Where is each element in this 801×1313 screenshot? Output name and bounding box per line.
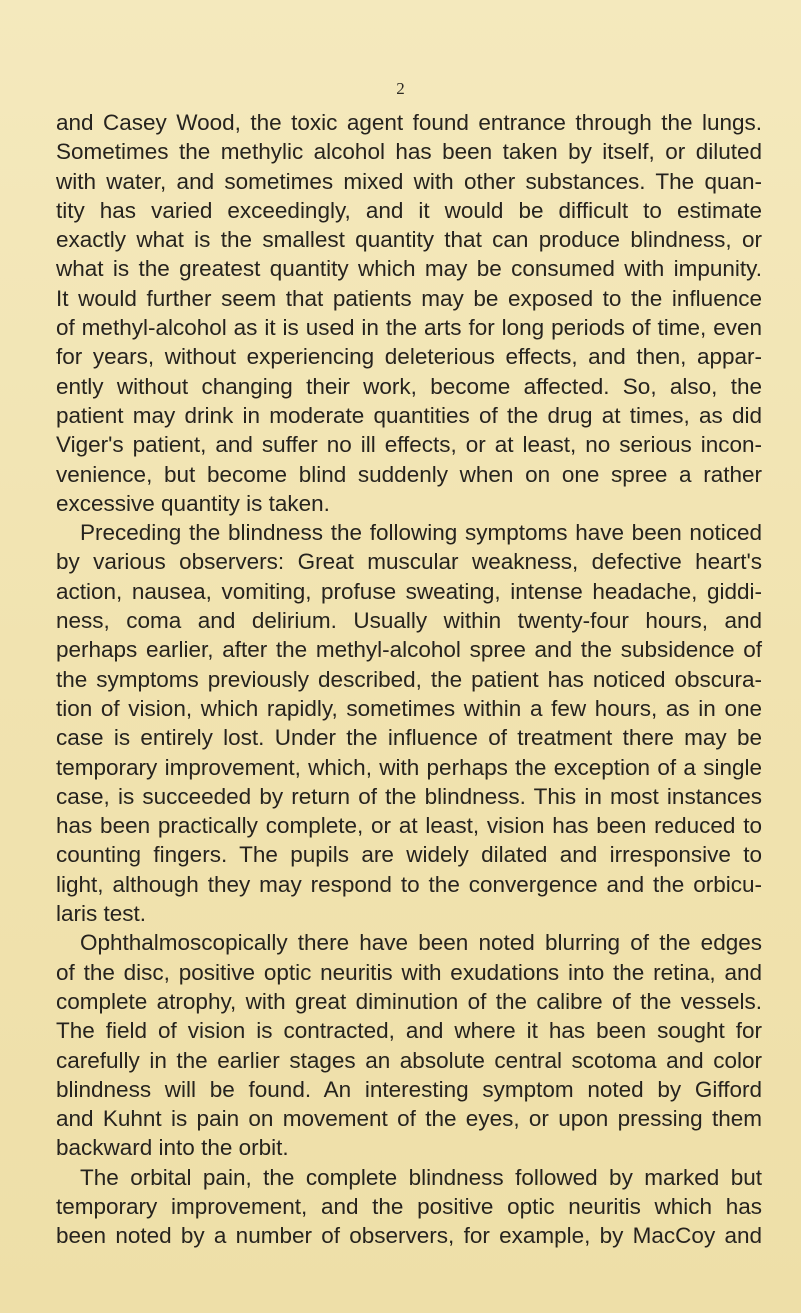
text-line: temporary improvement, and the positive optic neuritis which has xyxy=(56,1193,762,1219)
text-line: tity has varied exceedingly, and it would be difficult to estimate xyxy=(56,197,762,223)
text-line: been noted by a number of observers, for example, by MacCoy and xyxy=(56,1223,762,1249)
text-line: case, is succeeded by return of the blindness. This in most instances xyxy=(56,783,762,809)
text-line: The field of vision is contracted, and where it has been sought for xyxy=(56,1018,762,1044)
text-line: venience, but become blind suddenly when on one spree a rather xyxy=(56,461,762,487)
text-line: laris test. xyxy=(56,901,147,927)
text-line: by various observers: Great muscular weakness, defective heart's xyxy=(56,549,762,575)
text-line: and Kuhnt is pain on movement of the eyes, or upon pressing them xyxy=(56,1106,762,1132)
text-line: has been practically complete, or at least, vision has been reduced to xyxy=(56,813,762,839)
text-line: with water, and sometimes mixed with other substances. The quan- xyxy=(56,168,762,194)
text-line: The orbital pain, the complete blindness followed by marked but xyxy=(80,1164,762,1190)
text-line: of methyl-alcohol as it is used in the arts for long periods of time, even xyxy=(56,315,762,341)
text-line: backward into the orbit. xyxy=(56,1135,289,1161)
text-line: perhaps earlier, after the methyl-alcohol spree and the subsidence of xyxy=(56,637,762,663)
text-line: carefully in the earlier stages an absolute central scotoma and color xyxy=(56,1047,762,1073)
body-text xyxy=(56,108,762,1251)
text-line: It would further seem that patients may be exposed to the influence xyxy=(56,285,762,311)
text-line: and Casey Wood, the toxic agent found entrance through the lungs. xyxy=(56,110,762,135)
text-line: for years, without experiencing deleterious effects, and then, appar- xyxy=(56,344,762,370)
text-line: blindness will be found. An interesting symptom noted by Gifford xyxy=(56,1076,762,1102)
text-line: Preceding the blindness the following symptoms have been noticed xyxy=(80,520,762,546)
text-line: Sometimes the methylic alcohol has been taken by itself, or diluted xyxy=(56,139,762,165)
text-line: Ophthalmoscopically there have been noted blurring of the edges xyxy=(80,930,762,956)
text-line: temporary improvement, which, with perhaps the exception of a single xyxy=(56,754,762,780)
text-line: action, nausea, vomiting, profuse sweating, intense headache, giddi- xyxy=(56,578,762,604)
text-line: the symptoms previously described, the patient has noticed obscura- xyxy=(56,666,762,692)
text-line: counting fingers. The pupils are widely dilated and irresponsive to xyxy=(56,842,762,868)
text-line: ness, coma and delirium. Usually within twenty-four hours, and xyxy=(56,608,762,634)
text-line: patient may drink in moderate quantities of the drug at times, as did xyxy=(56,402,762,428)
text-line: complete atrophy, with great diminution of the calibre of the vessels. xyxy=(56,988,762,1014)
text-line: what is the greatest quantity which may be consumed with impunity. xyxy=(56,256,762,282)
text-line: case is entirely lost. Under the influence of treatment there may be xyxy=(56,725,762,751)
text-line: excessive quantity is taken. xyxy=(56,490,330,516)
text-line: Viger's patient, and suffer no ill effects, or at least, no serious incon- xyxy=(56,432,762,458)
page-number: 2 xyxy=(396,79,405,98)
text-line: light, although they may respond to the convergence and the orbicu- xyxy=(56,871,762,897)
text-line: of the disc, positive optic neuritis with exudations into the retina, and xyxy=(56,959,762,985)
text-line: ently without changing their work, become affected. So, also, the xyxy=(56,373,762,399)
text-line: exactly what is the smallest quantity that can produce blindness, or xyxy=(56,227,762,253)
text-line: tion of vision, which rapidly, sometimes within a few hours, as in one xyxy=(56,695,762,721)
